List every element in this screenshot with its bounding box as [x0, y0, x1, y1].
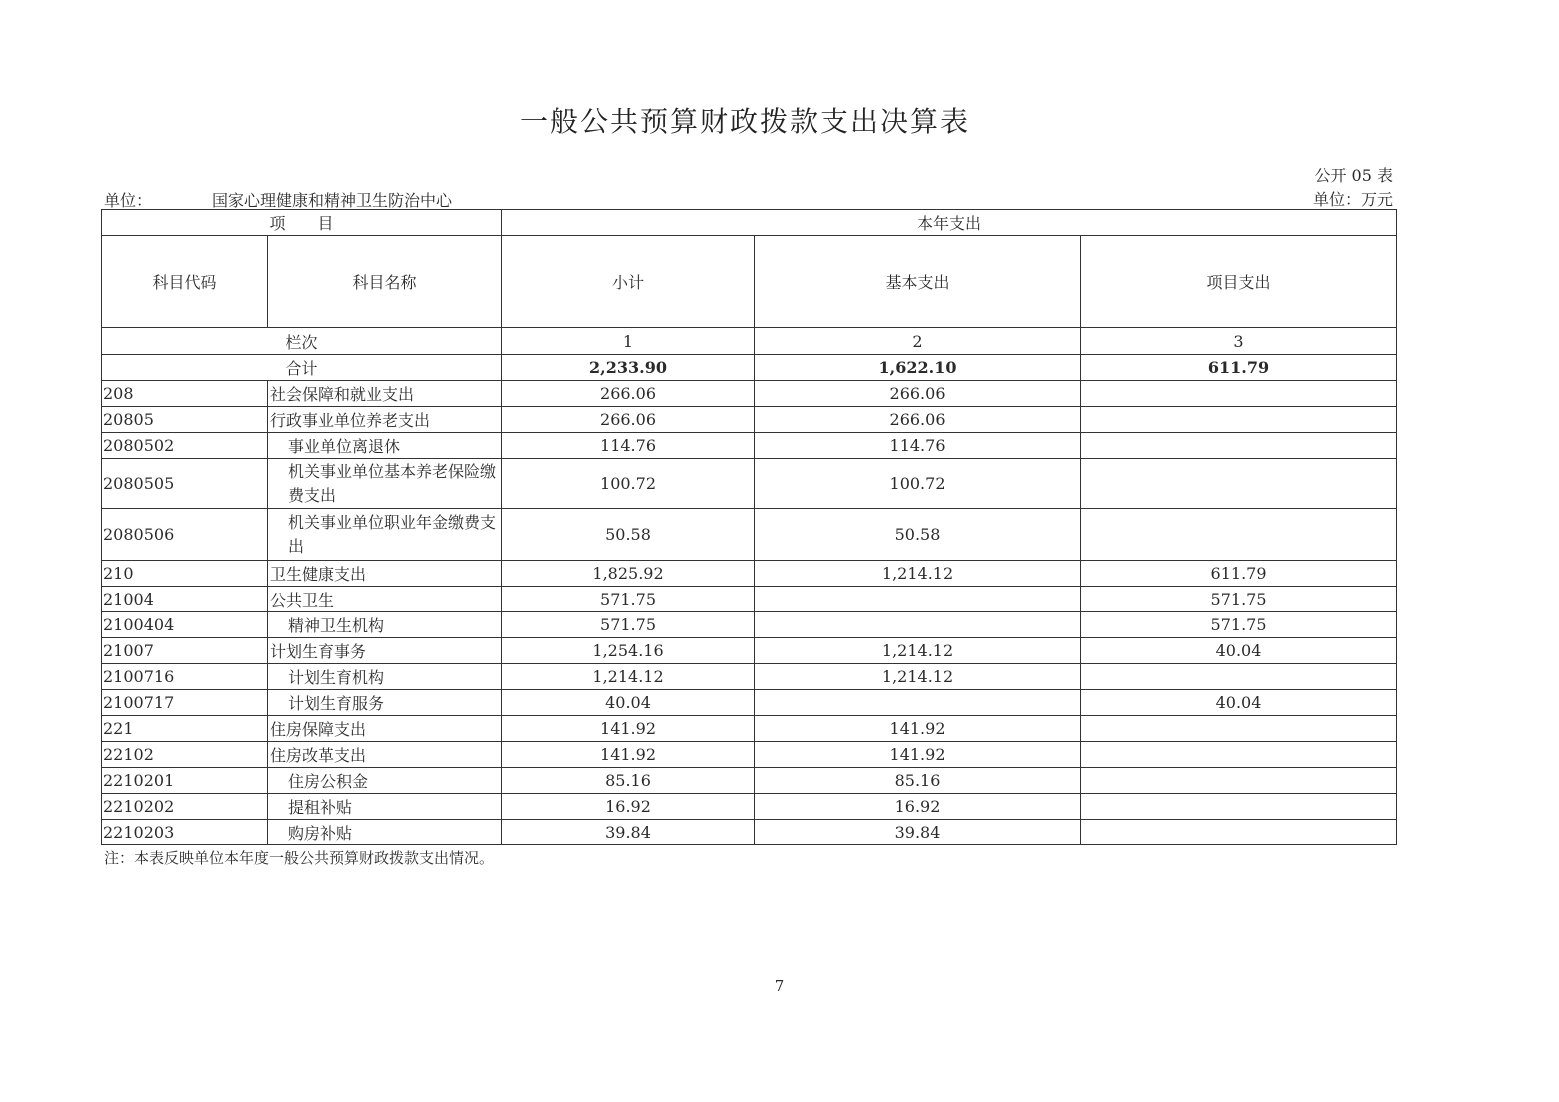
row-name: 精神卫生机构 [268, 612, 502, 638]
row-subtotal: 39.84 [502, 820, 755, 845]
header-current-year: 本年支出 [502, 210, 1397, 236]
total-row [102, 355, 1397, 381]
column-label: 栏次 [102, 328, 502, 355]
row-subtotal: 266.06 [502, 381, 755, 407]
row-project: 611.79 [1081, 561, 1397, 587]
header-code: 科目代码 [102, 236, 268, 328]
row-basic: 141.92 [755, 716, 1081, 742]
row-basic: 266.06 [755, 381, 1081, 407]
table-row [102, 459, 1397, 509]
row-name: 卫生健康支出 [268, 561, 502, 587]
row-project [1081, 381, 1397, 407]
table-row [102, 820, 1397, 845]
column-number-row [102, 328, 1397, 355]
row-basic [755, 587, 1081, 612]
table-row [102, 768, 1397, 794]
expenditure-table [101, 209, 1397, 845]
row-code: 221 [102, 716, 268, 742]
row-name: 提租补贴 [268, 794, 502, 820]
row-project [1081, 716, 1397, 742]
row-name: 购房补贴 [268, 820, 502, 845]
row-code: 2210202 [102, 794, 268, 820]
header-project-exp: 项目支出 [1081, 236, 1397, 328]
table-row [102, 742, 1397, 768]
table-row [102, 407, 1397, 433]
row-basic: 266.06 [755, 407, 1081, 433]
row-name: 公共卫生 [268, 587, 502, 612]
form-number: 公开 05 表 [1314, 166, 1393, 185]
row-project: 571.75 [1081, 612, 1397, 638]
column-3: 3 [1081, 328, 1397, 355]
total-project: 611.79 [1081, 355, 1397, 381]
row-basic: 114.76 [755, 433, 1081, 459]
row-name: 事业单位离退休 [268, 433, 502, 459]
row-basic: 39.84 [755, 820, 1081, 845]
row-name: 计划生育机构 [268, 664, 502, 690]
header-subtotal: 小计 [502, 236, 755, 328]
page-number: 7 [774, 977, 785, 995]
row-name: 住房公积金 [268, 768, 502, 794]
row-project [1081, 407, 1397, 433]
row-code: 2080506 [102, 509, 268, 561]
row-subtotal: 100.72 [502, 459, 755, 509]
row-subtotal: 50.58 [502, 509, 755, 561]
row-code: 210 [102, 561, 268, 587]
row-project [1081, 459, 1397, 509]
footnote: 注：本表反映单位本年度一般公共预算财政拨款支出情况。 [104, 849, 495, 867]
row-basic: 16.92 [755, 794, 1081, 820]
row-name: 机关事业单位职业年金缴费支出 [268, 509, 502, 561]
row-project: 571.75 [1081, 587, 1397, 612]
row-subtotal: 40.04 [502, 690, 755, 716]
row-code: 21007 [102, 638, 268, 664]
row-subtotal: 266.06 [502, 407, 755, 433]
row-basic: 50.58 [755, 509, 1081, 561]
column-1: 1 [502, 328, 755, 355]
row-project [1081, 820, 1397, 845]
row-project [1081, 742, 1397, 768]
header-basic: 基本支出 [755, 236, 1081, 328]
row-code: 2100404 [102, 612, 268, 638]
row-code: 208 [102, 381, 268, 407]
row-basic: 1,214.12 [755, 638, 1081, 664]
row-basic [755, 690, 1081, 716]
total-basic: 1,622.10 [755, 355, 1081, 381]
row-subtotal: 571.75 [502, 587, 755, 612]
row-subtotal: 85.16 [502, 768, 755, 794]
row-project [1081, 768, 1397, 794]
row-subtotal: 16.92 [502, 794, 755, 820]
row-subtotal: 1,254.16 [502, 638, 755, 664]
table-row [102, 381, 1397, 407]
row-code: 2080502 [102, 433, 268, 459]
unit-line [104, 188, 452, 211]
org-name: 国家心理健康和精神卫生防治中心 [212, 191, 453, 210]
header-row-2 [102, 236, 1397, 328]
row-name: 社会保障和就业支出 [268, 381, 502, 407]
unit-label: 单位： [104, 191, 153, 210]
table-row [102, 638, 1397, 664]
header-row-1 [102, 210, 1397, 236]
row-subtotal: 141.92 [502, 716, 755, 742]
row-name: 计划生育服务 [268, 690, 502, 716]
row-basic [755, 612, 1081, 638]
row-subtotal: 141.92 [502, 742, 755, 768]
total-label: 合计 [102, 355, 502, 381]
row-code: 2100717 [102, 690, 268, 716]
row-name: 机关事业单位基本养老保险缴费支出 [268, 459, 502, 509]
row-subtotal: 114.76 [502, 433, 755, 459]
row-code: 2210201 [102, 768, 268, 794]
row-code: 22102 [102, 742, 268, 768]
row-code: 2080505 [102, 459, 268, 509]
table-row [102, 664, 1397, 690]
currency-unit: 单位：万元 [1312, 190, 1393, 209]
row-subtotal: 1,214.12 [502, 664, 755, 690]
row-basic: 85.16 [755, 768, 1081, 794]
row-basic: 1,214.12 [755, 561, 1081, 587]
row-basic: 1,214.12 [755, 664, 1081, 690]
row-subtotal: 1,825.92 [502, 561, 755, 587]
table-row [102, 690, 1397, 716]
row-code: 2210203 [102, 820, 268, 845]
row-project [1081, 433, 1397, 459]
row-name: 计划生育事务 [268, 638, 502, 664]
table-row [102, 716, 1397, 742]
page-title: 一般公共预算财政拨款支出决算表 [519, 105, 970, 138]
row-code: 2100716 [102, 664, 268, 690]
row-name: 住房保障支出 [268, 716, 502, 742]
column-2: 2 [755, 328, 1081, 355]
row-project [1081, 509, 1397, 561]
total-subtotal: 2,233.90 [502, 355, 755, 381]
header-project: 项 目 [102, 210, 502, 236]
header-name: 科目名称 [268, 236, 502, 328]
row-code: 20805 [102, 407, 268, 433]
row-name: 住房改革支出 [268, 742, 502, 768]
row-project: 40.04 [1081, 690, 1397, 716]
row-subtotal: 571.75 [502, 612, 755, 638]
row-project: 40.04 [1081, 638, 1397, 664]
row-basic: 141.92 [755, 742, 1081, 768]
table-row [102, 612, 1397, 638]
row-project [1081, 794, 1397, 820]
table-row [102, 587, 1397, 612]
row-name: 行政事业单位养老支出 [268, 407, 502, 433]
row-project [1081, 664, 1397, 690]
table-row [102, 561, 1397, 587]
row-code: 21004 [102, 587, 268, 612]
table-row [102, 509, 1397, 561]
row-basic: 100.72 [755, 459, 1081, 509]
table-row [102, 433, 1397, 459]
table-row [102, 794, 1397, 820]
